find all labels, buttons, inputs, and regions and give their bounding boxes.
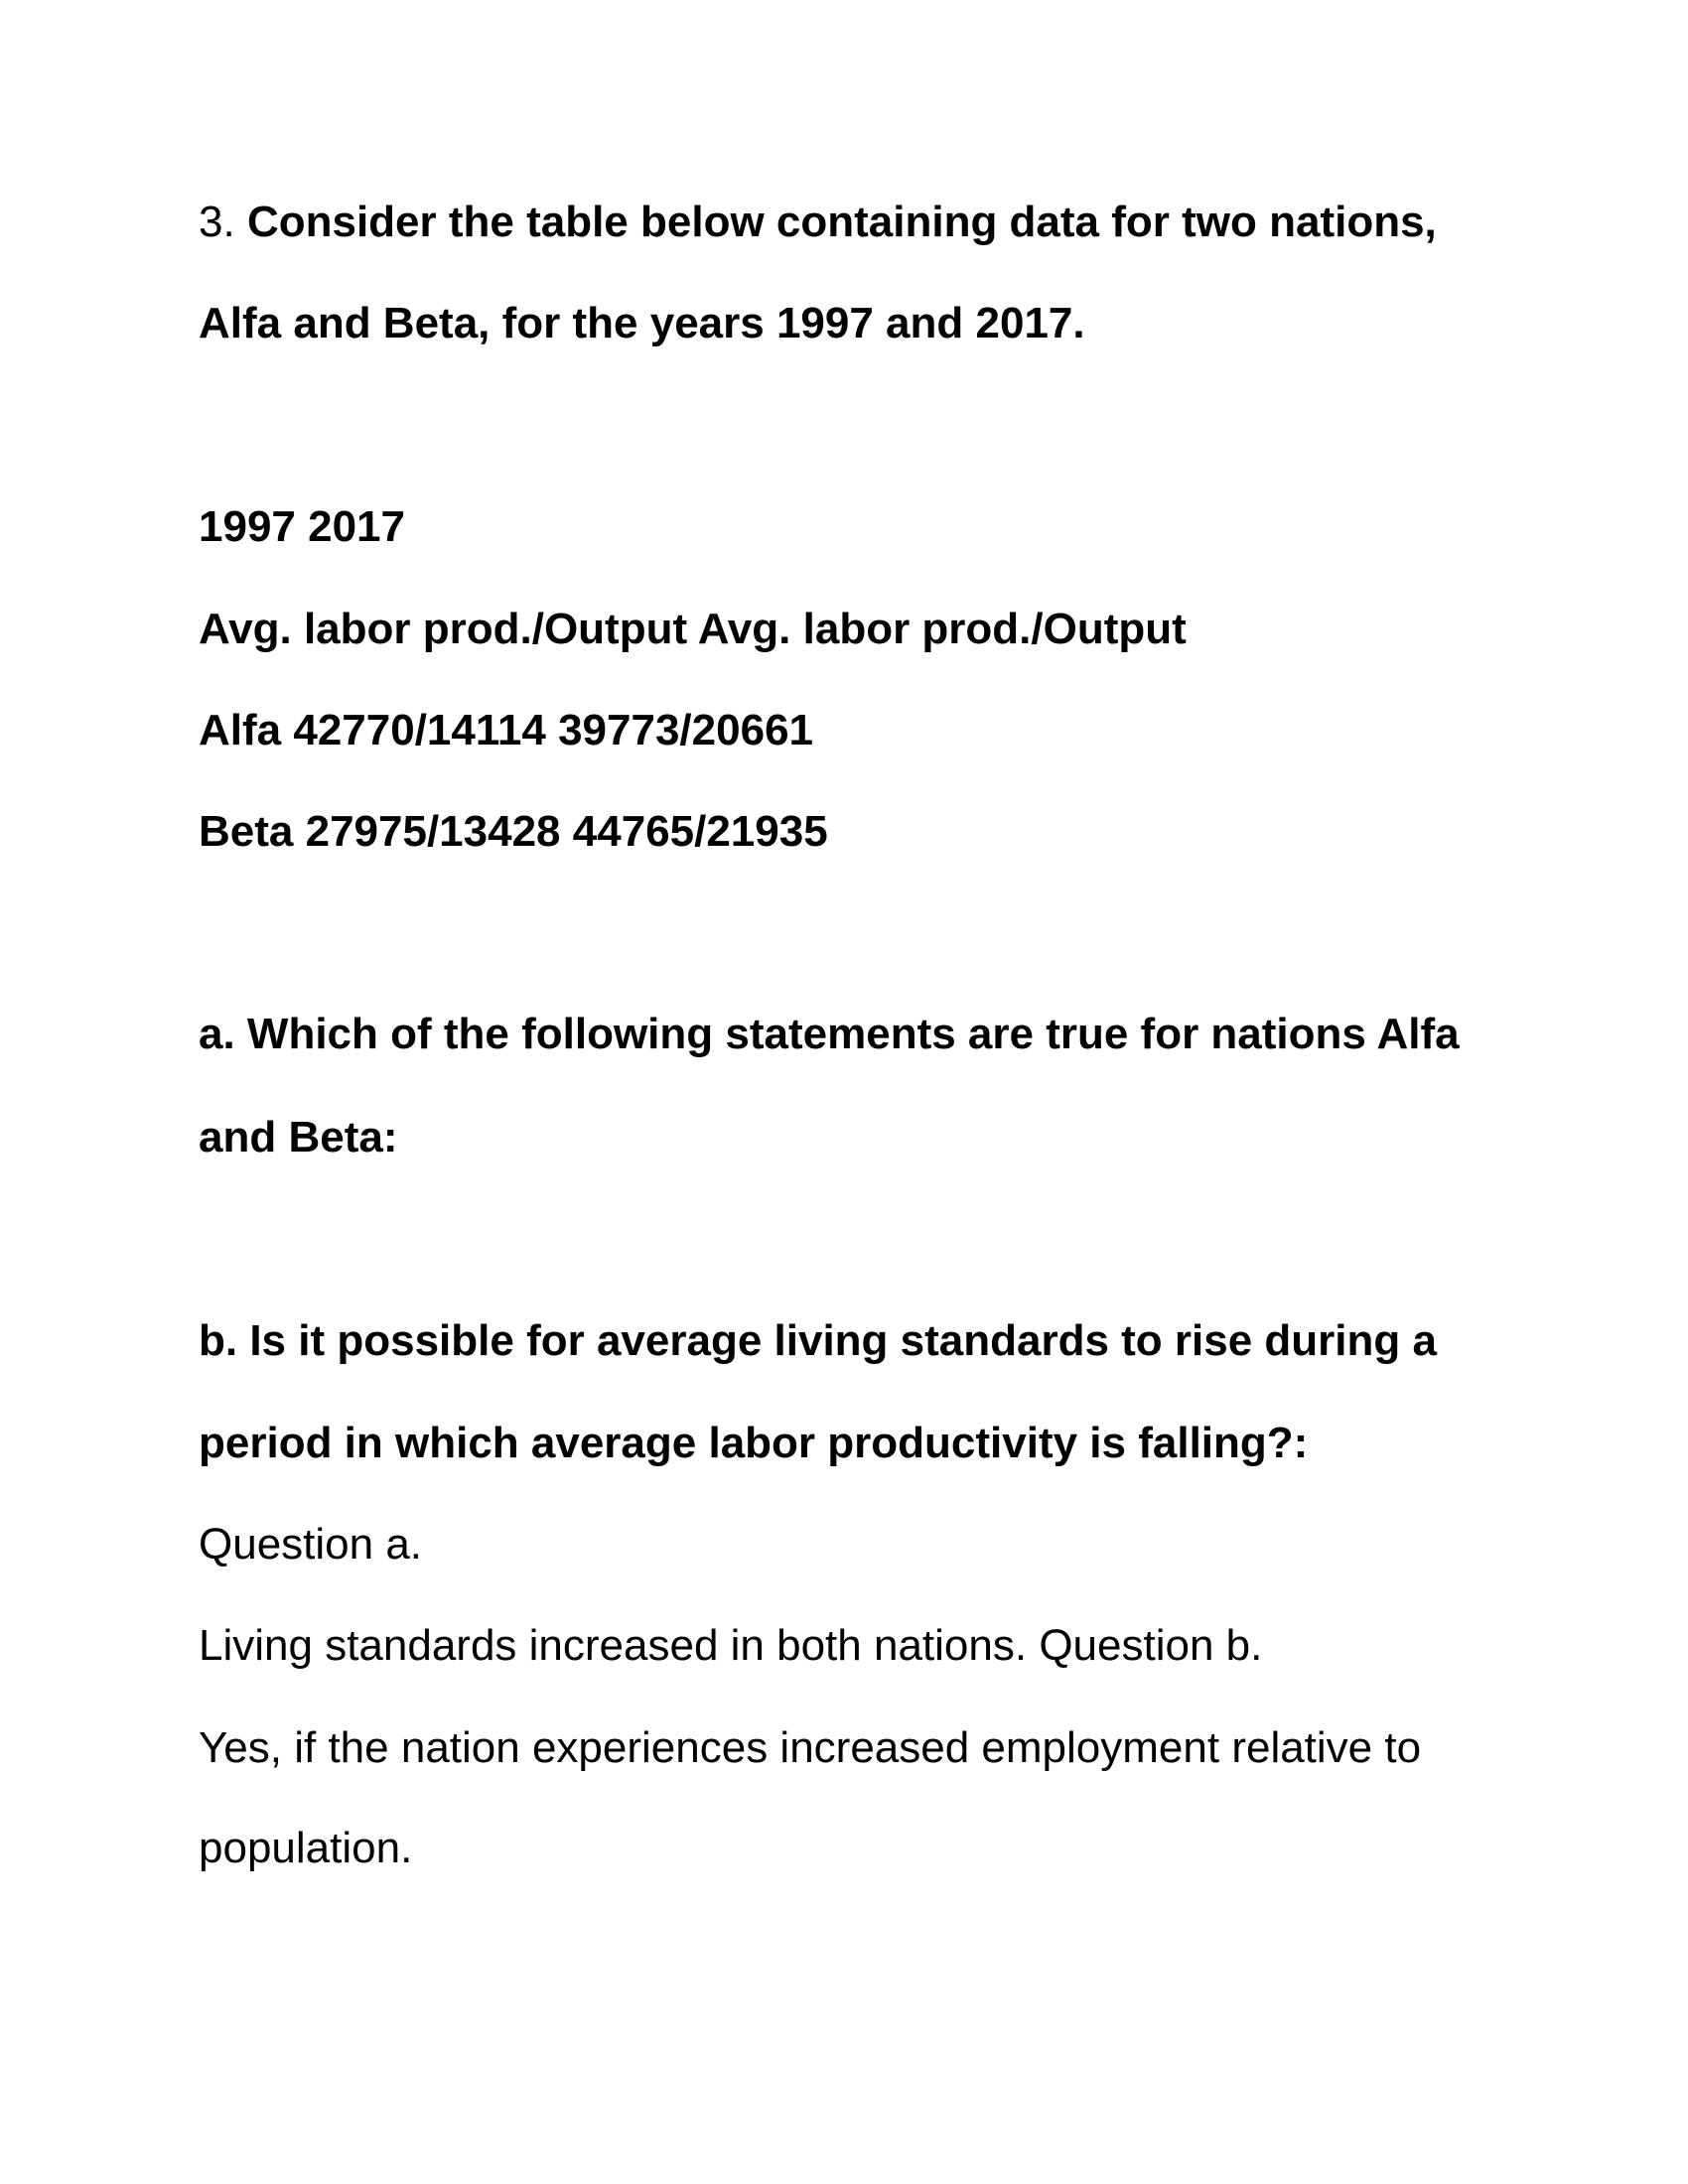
part-b-line-2: period in which average labor productivity is falling?: — [199, 1419, 1309, 1467]
answer-b-line-2: population. — [199, 1824, 413, 1872]
part-a-line-2: and Beta: — [199, 1113, 398, 1161]
question-number: 3. — [199, 198, 235, 246]
table-years-row: 1997 2017 — [199, 502, 405, 551]
question-prompt: Consider the table below containing data for two nations, — [246, 198, 1437, 246]
answer-a-text: Living standards increased in both nations. Question b. — [199, 1621, 1263, 1670]
part-a-line-1: a. Which of the following statements are true for nations Alfa — [199, 1010, 1460, 1058]
answer-b-line-1: Yes, if the nation experiences increased employment relative to — [199, 1723, 1422, 1772]
question-intro-line-1 — [199, 197, 1437, 248]
answer-question-a-label: Question a. — [199, 1520, 423, 1569]
question-intro-line-2: Alfa and Beta, for the years 1997 and 2017. — [199, 299, 1085, 347]
part-b-line-1: b. Is it possible for average living standards to rise during a — [199, 1316, 1437, 1365]
table-row-beta: Beta 27975/13428 44765/21935 — [199, 807, 828, 856]
table-header-row: Avg. labor prod./Output Avg. labor prod./Output — [199, 605, 1187, 653]
table-row-alfa: Alfa 42770/14114 39773/20661 — [199, 706, 814, 754]
